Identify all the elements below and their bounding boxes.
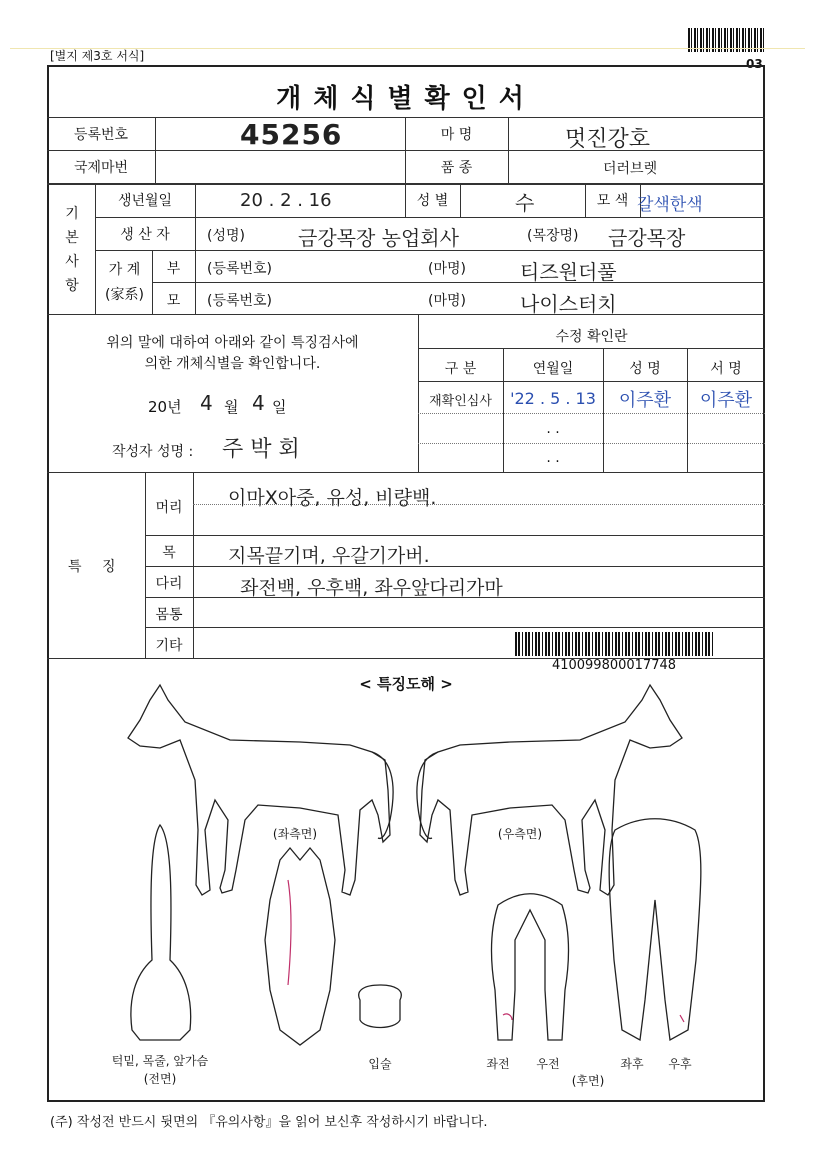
front-caption: 턱밑, 목줄, 앞가슴: [111, 1054, 209, 1068]
producer-name-label: (성명): [207, 228, 245, 244]
color-label: 모 색: [596, 193, 629, 209]
col-name: 성 명: [629, 361, 661, 377]
writer-value: 주 박 회: [222, 437, 300, 462]
sex-label: 성 별: [416, 193, 449, 209]
dam-name-field: (마명): [428, 293, 466, 309]
dam-name: 나이스터치: [520, 292, 617, 316]
form-label: [별지 제3호 서식]: [50, 49, 145, 63]
footer-note: (주) 작성전 반드시 뒷면의 『유의사항』을 읽어 보신후 작성하시기 바랍니다.: [50, 1115, 488, 1130]
front-label: (전면): [143, 1072, 177, 1086]
row1-name: 이주환: [618, 390, 672, 411]
statement-line1: 위의 말에 대하여 아래와 같이 특징검사에: [106, 335, 359, 351]
col-sign: 서 명: [710, 361, 742, 377]
sire-name-field: (마명): [428, 261, 466, 277]
basic-section-label: 기본사항: [65, 206, 79, 294]
reg-no-label: 등록번호: [73, 127, 129, 143]
col-date: 연월일: [532, 361, 574, 377]
body-label: 몸통: [155, 607, 183, 623]
breed-label: 품 종: [440, 160, 473, 176]
birth-label: 생년월일: [117, 193, 173, 209]
left-fore-label: 좌전: [486, 1057, 510, 1071]
breed-value: 더러브렛: [603, 161, 658, 177]
family-hanja: (家系): [105, 287, 144, 303]
head-value: 이마X아중, 유성, 비량백.: [228, 487, 437, 509]
date-day-suffix: 일: [272, 398, 287, 416]
date-month: 4: [200, 391, 213, 415]
left-hind-label: 좌후: [620, 1057, 644, 1071]
producer-name-value: 금강목장 농업회사: [298, 226, 459, 250]
legs-label: 다리: [155, 576, 183, 592]
right-side-label: (우측면): [497, 827, 543, 841]
date-month-suffix: 월: [224, 398, 239, 416]
neck-value: 지목끝기며, 우갈기가버.: [228, 545, 430, 567]
page-number: 03: [746, 57, 763, 71]
farm-label: (목장명): [527, 228, 579, 244]
sire-reg-no-field: (등록번호): [207, 261, 273, 277]
row1-date: '22 . 5 . 13: [510, 389, 596, 408]
row2-dots: . .: [546, 421, 560, 437]
family-label: 가 계: [108, 262, 141, 278]
col-type: 구 분: [444, 361, 477, 377]
rear-label: (후면): [571, 1074, 605, 1088]
color-value: 갈색한색: [637, 195, 703, 215]
right-hind-label: 우후: [668, 1057, 692, 1071]
dam-reg-no-field: (등록번호): [207, 293, 273, 309]
features-section-label: 특 징: [68, 559, 124, 575]
right-fore-label: 우전: [536, 1057, 560, 1071]
row1-type: 재확인심사: [429, 394, 492, 409]
sire-label: 부: [166, 261, 181, 277]
writer-label: 작성자 성명 :: [112, 444, 194, 460]
dam-label: 모: [166, 293, 181, 309]
neck-label: 목: [162, 545, 176, 561]
lips-label: 입술: [368, 1057, 392, 1071]
row3-dots: . .: [546, 450, 560, 466]
intl-no-label: 국제마번: [73, 160, 129, 176]
revision-title: 수정 확인란: [555, 329, 628, 345]
left-side-label: (좌측면): [272, 827, 318, 841]
row1-sign: 이주환: [699, 390, 753, 411]
producer-label: 생 산 자: [120, 227, 170, 243]
birth-value: 20 . 2 . 16: [240, 190, 332, 211]
name-label: 마 명: [440, 127, 473, 143]
other-label: 기타: [155, 638, 183, 654]
date-prefix: 20년: [148, 398, 182, 416]
head-label: 머리: [155, 500, 183, 516]
date-day: 4: [252, 391, 265, 415]
barcode-number: 410099800017748: [551, 658, 677, 673]
legs-value: 좌전백, 우후백, 좌우앞다리가마: [240, 577, 503, 599]
sire-name: 티즈원더풀: [520, 260, 617, 284]
document-title: 개체식별확인서: [276, 84, 536, 114]
name-value: 멋진강호: [565, 127, 651, 152]
farm-value: 금강목장: [608, 226, 686, 250]
sex-value: 수: [515, 191, 535, 215]
diagram-title: < 특징도해 >: [359, 675, 453, 693]
statement-line2: 의한 개체식별을 확인합니다.: [144, 356, 321, 372]
reg-no-value: 45256: [240, 118, 343, 151]
